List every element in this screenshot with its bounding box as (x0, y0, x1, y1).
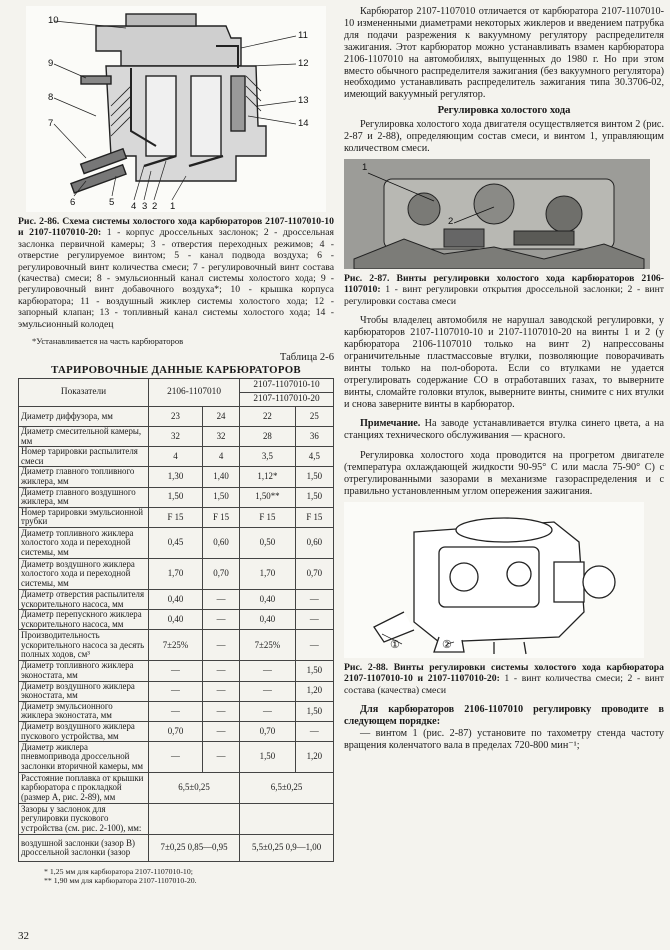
table-row (19, 507, 334, 527)
fig87-callout-1: 1 (362, 161, 368, 173)
row-label: Номер тарировки эмульсионной трубки (19, 507, 149, 527)
table-footnote-2: ** 1,90 мм для карбюратора 2107-1107010-20. (44, 876, 197, 886)
col-header-param: Показатели (19, 379, 149, 407)
cell: 0,60 (202, 528, 239, 559)
fig88-caption-title: Рис. 2-88. Винты регулировки системы холостого хода карбюратора 2107-1107010-10 и 2107-1107010-20: (344, 661, 664, 685)
cell: — (202, 610, 239, 630)
table-footnote-1: * 1,25 мм для карбюратора 2107-1107010-10; (44, 867, 193, 877)
cell: 0,50 (240, 528, 296, 559)
table-row (19, 721, 334, 741)
table-number: Таблица 2-6 (279, 352, 334, 364)
row-label: Зазоры у заслонок для регулировки пускового устройства (см. рис. 2-100), мм: (19, 804, 149, 835)
cell: 6,5±0,25 (240, 773, 334, 804)
cell: — (149, 661, 203, 681)
cell: — (295, 721, 333, 741)
fig86-caption-title: Рис. 2-86. Схема системы холостого хода карбюраторов 2107-1107010-10 и 2107-1107010-20: (18, 216, 334, 239)
figure-2-87 (344, 159, 650, 269)
table-title: ТАРИРОВОЧНЫЕ ДАННЫЕ КАРБЮРАТОРОВ (51, 364, 301, 377)
cell: — (240, 681, 296, 701)
fig87-caption-title: Рис. 2-87. Винты регулировки холостого хода карбюраторов 2106-1107010: (344, 272, 664, 296)
cell: 4 (149, 447, 203, 467)
fig86-caption-body: 1 - корпус дроссельных заслонок; 2 - дроссельная заслонка первичной камеры; 3 - отверстия переходных режимов; 4 - отверстие регулируемое винтом; 5 - канал подвода воздуха; 6 - регулировочный винт количества смеси; 7 - регулировочный винт состава (качества) смеси; 8 - эмульсионный канал системы холостого хода; 9 - регулировочный винт добавочного воздуха*; 10 - крышка корпуса карбюратора; 11 - воздушный жиклер системы холостого хода; 12 - запорный клапан; 13 - топливный канал системы холостого хода; 14 - эмульсионный колодец (18, 227, 334, 330)
cell: — (240, 661, 296, 681)
fig86-callout-13: 13 (298, 95, 309, 106)
cell: 0,60 (295, 528, 333, 559)
cell: — (202, 661, 239, 681)
fig86-callout-2: 2 (152, 201, 158, 212)
cell: 1,20 (295, 742, 333, 773)
cell: F 15 (149, 507, 203, 527)
table-row (19, 559, 334, 590)
row-label: Диаметр перепускного жиклера ускорительного насоса, мм (19, 610, 149, 630)
cell: 32 (149, 427, 203, 447)
cell: 0,40 (240, 610, 296, 630)
table-row (19, 701, 334, 721)
row-label: Диаметр воздушного жиклера эконостата, мм (19, 681, 149, 701)
carburetor-drawing (344, 502, 644, 658)
table-row (19, 427, 334, 447)
paragraph-5: — винтом 1 (рис. 2-87) установите по тахометру стенда частоту вращения коленчатого вала в пределах 720-800 мин⁻¹; (344, 727, 664, 751)
cell: 1,12* (240, 467, 296, 487)
paragraph-2: Чтобы владелец автомобиля не нарушал заводской регулировки, у карбюраторов 2107-1107010-10 и 2107-1107010-20 на винты 1 и 2 (у карбюратора 2106-1107010 только на винт 2) напрессованы ограничительные пластмассовые втулки, позволяющие поворачивать винты только на пол-оборота. Если со втулками не удается отрегулировать содержание СО в отработавших газах, то выверните винты, сломайте головки втулок, выверните винты, снимите с них втулки и снова заверните винты в карбюратор. (344, 315, 664, 410)
note-paragraph (344, 418, 664, 442)
cell: 0,40 (240, 590, 296, 610)
right-column (344, 6, 664, 752)
cell: 22 (240, 407, 296, 427)
fig88-callout-1: ① (390, 638, 400, 651)
cell: 7±25% (240, 630, 296, 661)
paragraph-1: Регулировка холостого хода двигателя осуществляется винтом 2 (рис. 2-87 и 2-88), определяющим состав смеси, и винтом 1, управляющим количеством смеси. (344, 119, 664, 155)
section-heading: Регулировка холостого хода (437, 105, 571, 117)
cell: 0,45 (149, 528, 203, 559)
table-row (19, 804, 334, 835)
table-row (19, 447, 334, 467)
fig88-callout-2: ② (442, 638, 452, 651)
col-header-2107-10: 2107-1107010-10 (240, 379, 334, 393)
fig88-caption (344, 662, 664, 696)
fig87-caption (344, 273, 664, 307)
cell: 1,50 (295, 487, 333, 507)
cell: 1,70 (149, 559, 203, 590)
cell: 1,70 (240, 559, 296, 590)
table-row (19, 661, 334, 681)
cell: 1,40 (202, 467, 239, 487)
cell: — (202, 742, 239, 773)
row-label: Производительность ускорительного насоса за десять полных ходов, см³ (19, 630, 149, 661)
cell: 1,50 (295, 467, 333, 487)
paragraph-3: Регулировка холостого хода проводится на прогретом двигателе (температура охлаждающей жидкости 90-95° С или масла 75-90° С) с отрегулированными зазорами в механизме газораспределения и с правильно установленным углом опережения зажигания. (344, 450, 664, 497)
cell: 24 (202, 407, 239, 427)
fig86-callout-3: 3 (142, 201, 148, 212)
left-column (18, 6, 334, 885)
cell: 3,5 (240, 447, 296, 467)
carburetor-idle-diagram (26, 6, 326, 212)
cell: 0,70 (202, 559, 239, 590)
fig87-callout-2: 2 (448, 215, 454, 227)
cell: F 15 (240, 507, 296, 527)
cell (149, 804, 240, 835)
cell: 0,40 (149, 610, 203, 630)
idle-screws-photo (344, 159, 650, 269)
cell: — (202, 681, 239, 701)
row-label: Диаметр топливного жиклера холостого хода и переходной системы, мм (19, 528, 149, 559)
fig86-callout-7: 7 (48, 118, 54, 129)
cell: — (240, 701, 296, 721)
cell: — (295, 610, 333, 630)
intro-paragraph: Карбюратор 2107-1107010 отличается от карбюратора 2107-1107010-10 измененными диаметрами некоторых жиклеров и введением патрубка для подачи разрежения к вакуумному регулятору распределителя зажигания. Этот карбюратор можно устанавливать взамен карбюратора 2106-1107010 на автомобилях, выпущенных до 1980 г. Но при этом вместо обычного распределителя зажигания (без вакуумного регулятора) необходимо устанавливать распределитель зажигания типа 30.3706-02, имеющий вакуумный регулятор. (344, 6, 664, 101)
col-header-2107-20: 2107-1107010-20 (240, 393, 334, 407)
cell: — (202, 701, 239, 721)
row-label: Диаметр отверстия распылителя ускорительного насоса, мм (19, 590, 149, 610)
fig86-callout-9: 9 (48, 58, 54, 69)
cell: 1,20 (295, 681, 333, 701)
row-label: Диаметр воздушного жиклера холостого хода и переходной системы, мм (19, 559, 149, 590)
cell: 6,5±0,25 (149, 773, 240, 804)
fig86-callout-12: 12 (298, 58, 309, 69)
row-label: Диаметр жиклера пневмопривода дроссельной заслонки вторичной камеры, мм (19, 742, 149, 773)
cell: 5,5±0,25 0,9—1,00 (240, 835, 334, 862)
cell: — (295, 630, 333, 661)
cell: F 15 (202, 507, 239, 527)
page-number: 32 (18, 930, 29, 942)
cell: 1,50 (149, 487, 203, 507)
cell: 1,30 (149, 467, 203, 487)
cell: — (149, 681, 203, 701)
col-header-2106: 2106-1107010 (149, 379, 240, 407)
note-body: На заводе устанавливается втулка синего цвета, а на станциях технического обслуживания — красного. (344, 418, 664, 442)
fig86-callout-5: 5 (109, 197, 115, 208)
row-label: Диаметр главного воздушного жиклера, мм (19, 487, 149, 507)
row-label: воздушной заслонки (зазор В) дроссельной заслонки (зазор (19, 835, 149, 862)
cell: 0,40 (149, 590, 203, 610)
table-row (19, 681, 334, 701)
cell: 4,5 (295, 447, 333, 467)
fig87-caption-body: 1 - винт регулировки открытия дроссельной заслонки; 2 - винт регулировки состава смеси (344, 284, 664, 307)
cell: — (295, 590, 333, 610)
cell: 36 (295, 427, 333, 447)
table-row (19, 528, 334, 559)
note-label: Примечание. (360, 418, 421, 430)
figure-2-86 (26, 6, 326, 212)
row-label: Диаметр воздушного жиклера пускового устройства, мм (19, 721, 149, 741)
cell: 23 (149, 407, 203, 427)
cell: — (202, 721, 239, 741)
cell: 1,50 (240, 742, 296, 773)
cell: 7±25% (149, 630, 203, 661)
row-label: Номер тарировки распылителя смеси (19, 447, 149, 467)
cell: 32 (202, 427, 239, 447)
table-row (19, 610, 334, 630)
row-label: Диаметр диффузора, мм (19, 407, 149, 427)
table-row (19, 773, 334, 804)
table-row (19, 467, 334, 487)
table-row (19, 742, 334, 773)
cell: 0,70 (240, 721, 296, 741)
table-row (19, 487, 334, 507)
cell: 7±0,25 0,85—0,95 (149, 835, 240, 862)
fig86-callout-11: 11 (298, 30, 308, 41)
fig86-callout-4: 4 (131, 201, 137, 212)
table-row (19, 835, 334, 862)
fig86-callout-14: 14 (298, 118, 309, 129)
fig86-caption (18, 216, 334, 330)
row-label: Диаметр главного топливного жиклера, мм (19, 467, 149, 487)
cell: 1,50 (202, 487, 239, 507)
fig86-callout-8: 8 (48, 92, 54, 103)
table-row (19, 590, 334, 610)
table-row (19, 630, 334, 661)
calibration-table (18, 378, 334, 862)
cell: 1,50 (295, 701, 333, 721)
cell: 4 (202, 447, 239, 467)
table-row (19, 407, 334, 427)
fig86-callout-1: 1 (170, 201, 176, 212)
cell: 28 (240, 427, 296, 447)
cell: — (202, 630, 239, 661)
cell: — (149, 701, 203, 721)
fig86-asterisk-note: *Устанавливается на часть карбюраторов (32, 336, 184, 347)
paragraph-4: Для карбюраторов 2106-1107010 регулировку проводите в следующем порядке: (344, 704, 664, 727)
fig88-caption-body: 1 - винт количества смеси; 2 - винт состава (качества) смеси (344, 673, 664, 696)
cell: F 15 (295, 507, 333, 527)
row-label: Диаметр смесительной камеры, мм (19, 427, 149, 447)
row-label: Диаметр топливного жиклера эконостата, мм (19, 661, 149, 681)
cell: 1,50** (240, 487, 296, 507)
cell: — (202, 590, 239, 610)
row-label: Диаметр эмульсионного жиклера эконостата, мм (19, 701, 149, 721)
cell (240, 804, 334, 835)
figure-2-88 (344, 502, 644, 658)
fig86-callout-6: 6 (70, 197, 76, 208)
row-label: Расстояние поплавка от крышки карбюратора с прокладкой (размер А, рис. 2-89), мм (19, 773, 149, 804)
cell: 0,70 (149, 721, 203, 741)
cell: 0,70 (295, 559, 333, 590)
cell: 25 (295, 407, 333, 427)
cell: — (149, 742, 203, 773)
fig86-callout-10: 10 (48, 15, 59, 26)
cell: 1,50 (295, 661, 333, 681)
